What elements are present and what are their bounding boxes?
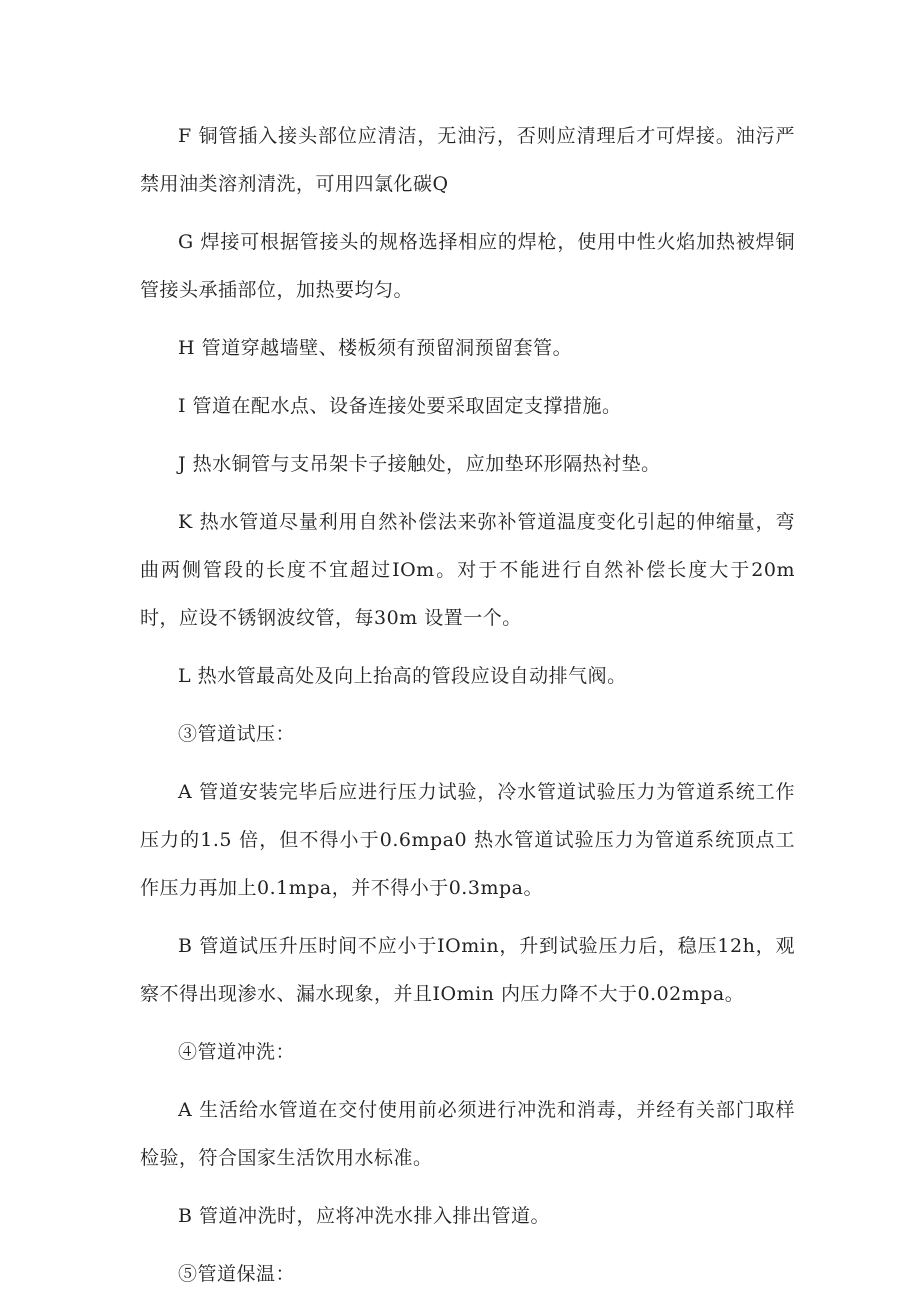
paragraph-j-insulation-pad: J 热水铜管与支吊架卡子接触处，应加垫环形隔热衬垫。 — [178, 453, 661, 475]
paragraph-b-pressure-hold: B 管道试压升压时间不应小于IOmin，升到试验压力后，稳压12h，观察不得出现渗水、漏水现象，并且IOmin 内压力降不大于0.02mpa。 — [140, 935, 795, 1005]
section-heading-pressure-test: ③管道试压： — [178, 723, 296, 745]
paragraph-l-exhaust-valve: L 热水管最高处及向上抬高的管段应设自动排气阀。 — [178, 665, 627, 687]
paragraph-a-pressure-test: A 管道安装完毕后应进行压力试验，冷水管道试验压力为管道系统工作压力的1.5 倍，但不得小于0.6mpa0 热水管道试验压力为管道系统顶点工作压力再加上0.1mpa，并不得小于0.3mpa。 — [140, 781, 795, 899]
paragraph-a-flushing-disinfection: A 生活给水管道在交付使用前必须进行冲洗和消毒，并经有关部门取样检验，符合国家生活饮用水标准。 — [140, 1099, 795, 1169]
paragraph-i-fixed-support: I 管道在配水点、设备连接处要采取固定支撑措施。 — [178, 395, 622, 417]
paragraph-b-flushing-drain: B 管道冲洗时，应将冲洗水排入排出管道。 — [178, 1205, 551, 1227]
paragraph-h-wall-penetration: H 管道穿越墙壁、楼板须有预留洞预留套管。 — [178, 337, 573, 359]
section-heading-flushing: ④管道冲洗： — [178, 1041, 296, 1063]
paragraph-f-copper-pipe-cleaning: F 铜管插入接头部位应清洁，无油污，否则应清理后才可焊接。油污严禁用油类溶剂清洗，可用四氯化碳Q — [140, 125, 795, 195]
paragraph-k-thermal-compensation: K 热水管道尽量利用自然补偿法来弥补管道温度变化引起的伸缩量，弯曲两侧管段的长度不宜超过IOm。对于不能进行自然补偿长度大于20m 时，应设不锈钢波纹管，每30m 设置一个。 — [140, 511, 795, 629]
section-heading-insulation: ⑤管道保温： — [178, 1263, 296, 1285]
document-body — [140, 112, 795, 1308]
paragraph-g-welding: G 焊接可根据管接头的规格选择相应的焊枪，使用中性火焰加热被焊铜管接头承插部位，加热要均匀。 — [140, 231, 795, 301]
